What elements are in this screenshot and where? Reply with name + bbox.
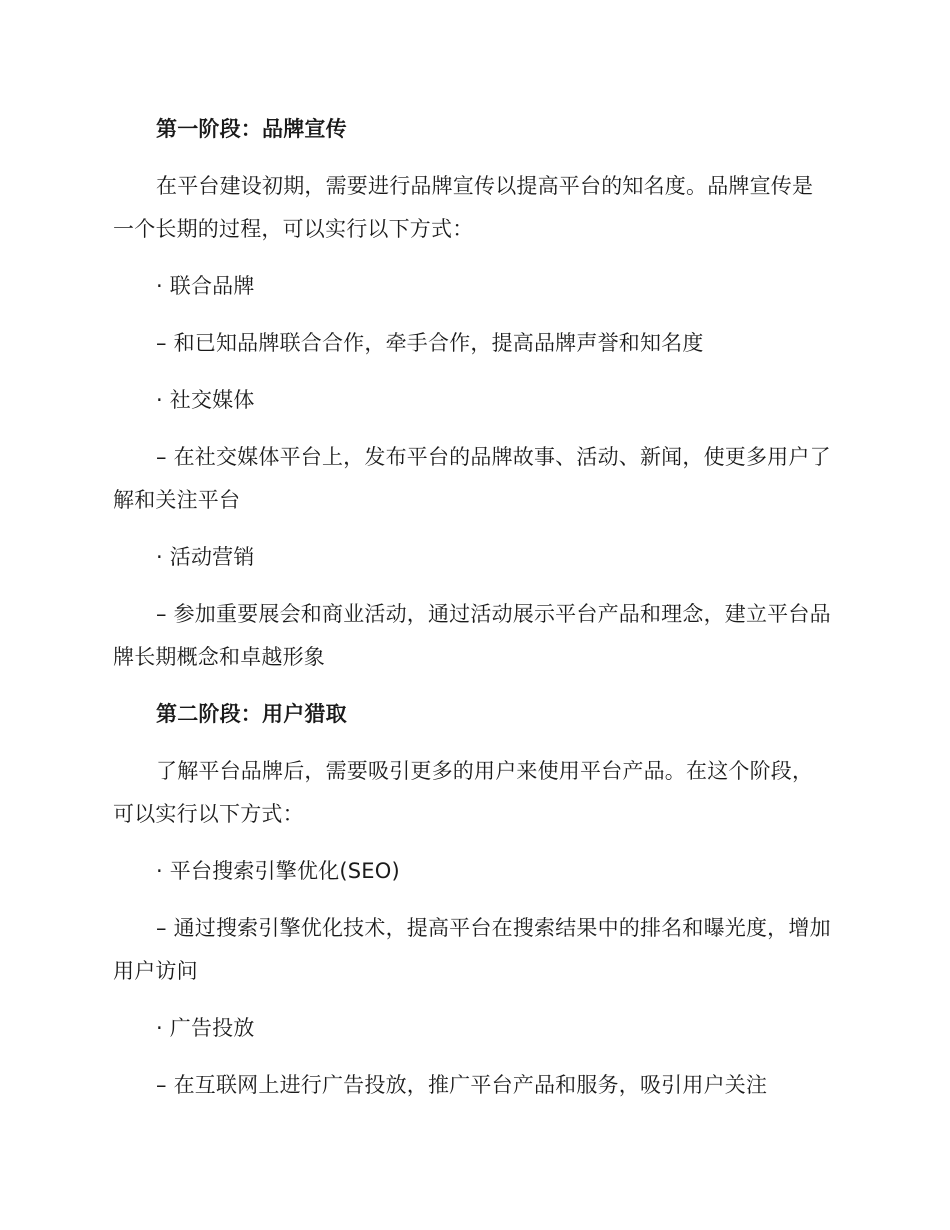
section1-item-title-2: · 社交媒体 [156, 388, 255, 412]
section2-intro: 了解平台品牌后，需要吸引更多的用户来使用平台产品。在这个阶段，可以实行以下方式： [113, 759, 814, 826]
section1-item-title-3: · 活动营销 [156, 545, 255, 569]
section1-heading: 第一阶段：品牌宣传 [156, 117, 347, 141]
section1-item-title-1: · 联合品牌 [156, 274, 255, 298]
section2-item-title-2: · 广告投放 [156, 1016, 255, 1040]
section1-intro: 在平台建设初期，需要进行品牌宣传以提高平台的知名度。品牌宣传是一个长期的过程，可以实行以下方式： [113, 174, 814, 241]
section1-item-desc-3: – 参加重要展会和商业活动，通过活动展示平台产品和理念，建立平台品牌长期概念和卓越形象 [113, 602, 831, 669]
section1-item-desc-1: – 和已知品牌联合合作，牵手合作，提高品牌声誉和知名度 [156, 331, 704, 355]
section2-item-desc-1: – 通过搜索引擎优化技术，提高平台在搜索结果中的排名和曝光度，增加用户访问 [113, 916, 831, 983]
section1-item-desc-2: – 在社交媒体平台上，发布平台的品牌故事、活动、新闻，使更多用户了解和关注平台 [113, 445, 831, 512]
section2-item-desc-2: – 在互联网上进行广告投放，推广平台产品和服务，吸引用户关注 [156, 1073, 768, 1097]
section2-heading: 第二阶段：用户猎取 [156, 702, 347, 726]
section2-item-title-1: · 平台搜索引擎优化(SEO) [156, 859, 400, 883]
document-page [113, 108, 833, 1121]
